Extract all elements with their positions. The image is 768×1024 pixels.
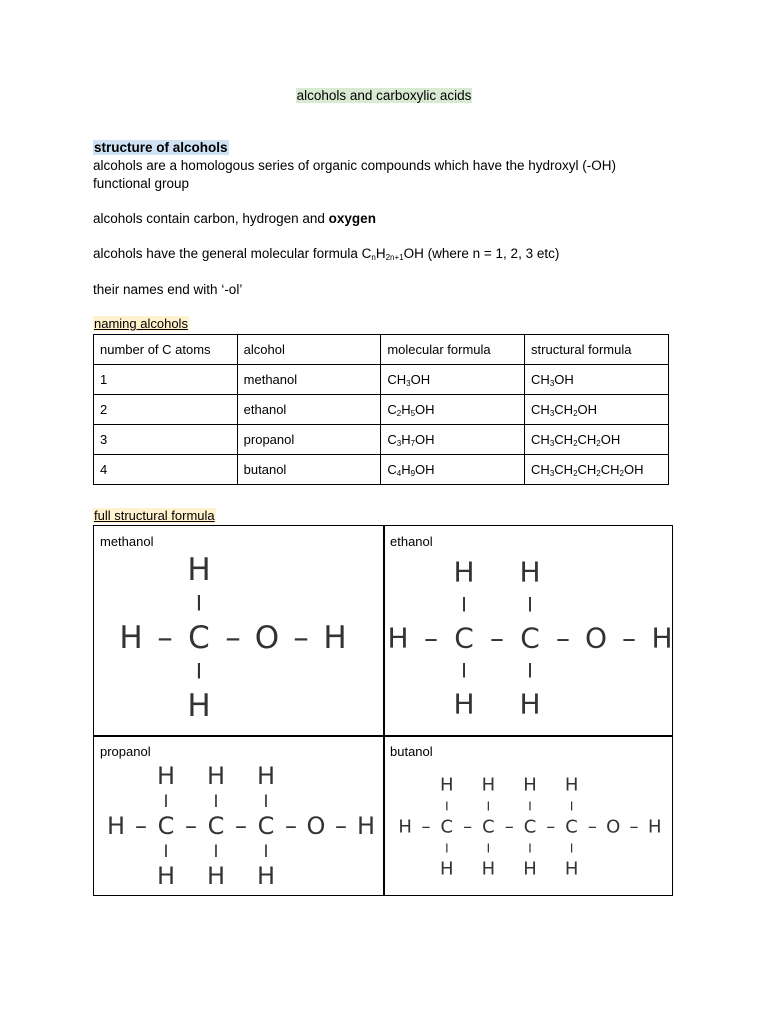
formula-part: OH: [554, 372, 574, 387]
formula-part: CH: [577, 432, 597, 447]
vertical-bond: I: [486, 798, 491, 814]
butanol-structure-diagram: [392, 764, 668, 890]
hydrogen-atom: H: [156, 862, 176, 890]
vertical-bond: I: [569, 840, 574, 856]
hydrogen-atom: H: [156, 762, 176, 790]
hydrogen-atom: H: [523, 858, 537, 880]
hydrogen-atom: H: [440, 858, 454, 880]
section-heading-text: structure of alcohols: [94, 140, 228, 155]
formula-part: CH: [600, 462, 620, 477]
carbon-atom: C: [482, 816, 495, 838]
single-bond: –: [546, 816, 556, 838]
general-formula-paragraph: [93, 245, 673, 263]
hydrogen-atom: H: [119, 620, 143, 656]
oxygen-atom: O: [306, 812, 326, 840]
carbon-count-cell: 1: [94, 365, 238, 395]
document-title-text: alcohols and carboxylic acids: [296, 88, 472, 103]
single-bond: –: [424, 621, 438, 655]
formula-subscript: 2: [619, 469, 624, 478]
oxygen-atom: O: [606, 816, 621, 838]
single-bond: –: [629, 816, 639, 838]
hydrogen-atom: H: [564, 858, 579, 880]
formula-part: CH: [554, 432, 574, 447]
molecular-formula-cell: [381, 455, 525, 485]
section-heading: [93, 140, 229, 155]
single-bond: –: [135, 812, 147, 840]
single-bond: –: [335, 812, 347, 840]
structural-formula-cell: [525, 395, 669, 425]
formula-subscript: 2: [396, 409, 402, 418]
vertical-bond: I: [163, 791, 169, 811]
vertical-bond: I: [461, 659, 467, 683]
vertical-bond: I: [486, 840, 491, 856]
names-end-paragraph: their names end with ‘-ol’: [93, 282, 243, 297]
hydrogen-atom: H: [519, 555, 541, 589]
vertical-bond: I: [444, 840, 449, 856]
methanol-structure-diagram: [108, 550, 358, 726]
formula-subscript: 2: [573, 439, 578, 448]
carbon-atom: C: [454, 621, 474, 655]
formula-part: CH: [531, 432, 550, 447]
formula-part: H: [401, 432, 411, 447]
formula-part: CH: [554, 462, 574, 477]
formula-part: CH: [531, 462, 550, 477]
formula-subscript: 4: [396, 469, 402, 478]
full-structural-heading-text: full structural formula: [94, 508, 215, 523]
table-row: [94, 455, 669, 485]
formula-part: H: [401, 462, 411, 477]
vertical-bond: I: [195, 659, 203, 685]
formula-part: CH: [577, 462, 597, 477]
structural-formula-cell: [525, 455, 669, 485]
general-formula-prefix: alcohols have the general molecular formula C: [93, 246, 372, 261]
alcohol-name-cell: butanol: [237, 455, 381, 485]
general-formula-sub-2n1: 2n+1: [385, 253, 404, 262]
structural-formula-cell: [525, 425, 669, 455]
formula-subscript: 3: [406, 379, 411, 388]
formula-subscript: 3: [549, 469, 555, 478]
formula-subscript: 5: [410, 409, 416, 418]
naming-table-header-cell: molecular formula: [381, 335, 525, 365]
single-bond: –: [556, 621, 570, 655]
propanol-structure-diagram: [102, 760, 380, 892]
single-bond: –: [285, 812, 297, 840]
oxygen-atom: O: [254, 620, 280, 656]
single-bond: –: [157, 620, 173, 656]
formula-part: OH: [410, 372, 431, 387]
general-formula-h: H: [375, 246, 386, 261]
formula-part: H: [401, 402, 411, 417]
vertical-bond: I: [569, 798, 574, 814]
single-bond: –: [504, 816, 514, 838]
vertical-bond: I: [213, 791, 219, 811]
table-row: [94, 365, 669, 395]
formula-subscript: 2: [573, 409, 578, 418]
formula-part: OH: [600, 432, 621, 447]
single-bond: –: [490, 621, 504, 655]
formula-part: CH: [554, 402, 574, 417]
formula-part: OH: [415, 402, 435, 417]
carbon-atom: C: [188, 620, 210, 656]
formula-subscript: 9: [410, 469, 416, 478]
ethanol-structure-diagram: [387, 550, 673, 726]
hydrogen-atom: H: [453, 555, 475, 589]
butanol-structure-cell: [384, 736, 673, 896]
hydrogen-atom: H: [440, 774, 454, 796]
hydrogen-atom: H: [564, 774, 579, 796]
vertical-bond: I: [263, 841, 269, 861]
formula-subscript: 2: [596, 469, 601, 478]
naming-table: [93, 334, 669, 485]
hydrogen-atom: H: [519, 687, 541, 721]
formula-part: OH: [623, 462, 644, 477]
alcohol-name-cell: methanol: [237, 365, 381, 395]
hydrogen-atom: H: [356, 812, 376, 840]
structure-label: ethanol: [390, 534, 433, 549]
single-bond: –: [293, 620, 309, 656]
naming-heading-text: naming alcohols: [94, 316, 188, 331]
general-formula-sub-n: n: [371, 253, 376, 262]
structural-formula-cell: [525, 365, 669, 395]
contain-bold-text: oxygen: [328, 211, 376, 226]
hydrogen-atom: H: [256, 862, 276, 890]
carbon-atom: C: [157, 812, 175, 840]
molecular-formula-cell: [381, 425, 525, 455]
structure-label: propanol: [100, 744, 151, 759]
hydrogen-atom: H: [481, 858, 496, 880]
structural-formula-grid: [93, 525, 673, 896]
carbon-atom: C: [520, 621, 540, 655]
carbon-count-cell: 3: [94, 425, 238, 455]
formula-part: C: [387, 402, 397, 417]
hydrogen-atom: H: [106, 812, 126, 840]
formula-part: CH: [531, 372, 550, 387]
vertical-bond: I: [444, 798, 449, 814]
formula-subscript: 3: [549, 409, 555, 418]
hydrogen-atom: H: [481, 774, 496, 796]
single-bond: –: [622, 621, 636, 655]
formula-part: CH: [531, 402, 550, 417]
general-formula-suffix: OH (where n = 1, 2, 3 etc): [403, 246, 560, 261]
carbon-atom: C: [523, 816, 537, 838]
vertical-bond: I: [528, 798, 532, 814]
hydrogen-atom: H: [387, 621, 409, 655]
hydrogen-atom: H: [187, 552, 211, 588]
molecular-formula-cell: [381, 395, 525, 425]
formula-part: C: [387, 462, 397, 477]
naming-heading: [93, 316, 189, 331]
formula-part: OH: [415, 432, 435, 447]
structure-label: butanol: [390, 744, 433, 759]
naming-table-header-cell: alcohol: [237, 335, 381, 365]
vertical-bond: I: [528, 840, 532, 856]
hydrogen-atom: H: [523, 774, 537, 796]
formula-part: OH: [415, 462, 435, 477]
table-row: [94, 425, 669, 455]
contain-paragraph: [93, 210, 673, 228]
hydrogen-atom: H: [206, 762, 226, 790]
formula-part: OH: [577, 402, 598, 417]
hydrogen-atom: H: [648, 816, 662, 838]
hydrogen-atom: H: [206, 862, 226, 890]
single-bond: –: [235, 812, 247, 840]
naming-table-header-cell: structural formula: [525, 335, 669, 365]
single-bond: –: [225, 620, 241, 656]
single-bond: –: [587, 816, 597, 838]
carbon-atom: C: [257, 812, 275, 840]
hydrogen-atom: H: [453, 687, 475, 721]
single-bond: –: [421, 816, 431, 838]
carbon-count-cell: 2: [94, 395, 238, 425]
propanol-structure-cell: [94, 736, 384, 896]
hydrogen-atom: H: [398, 816, 412, 838]
single-bond: –: [463, 816, 473, 838]
contain-text: alcohols contain carbon, hydrogen and: [93, 211, 329, 226]
formula-subscript: 3: [396, 439, 402, 448]
intro-paragraph: alcohols are a homologous series of organic compounds which have the hydroxyl (-OH) functional group: [93, 158, 617, 191]
carbon-atom: C: [440, 816, 454, 838]
table-row: [94, 395, 669, 425]
hydrogen-atom: H: [651, 621, 673, 655]
formula-part: CH: [387, 372, 407, 387]
hydrogen-atom: H: [323, 620, 347, 656]
vertical-bond: I: [527, 593, 533, 617]
alcohol-name-cell: ethanol: [237, 395, 381, 425]
formula-subscript: 2: [573, 469, 578, 478]
vertical-bond: I: [527, 659, 533, 683]
ethanol-structure-cell: [384, 526, 673, 736]
molecular-formula-cell: [381, 365, 525, 395]
carbon-count-cell: 4: [94, 455, 238, 485]
vertical-bond: I: [461, 593, 467, 617]
full-structural-heading: [93, 508, 216, 523]
alcohol-name-cell: propanol: [237, 425, 381, 455]
naming-table-header-row: [94, 335, 669, 365]
formula-subscript: 3: [549, 439, 555, 448]
vertical-bond: I: [195, 591, 203, 617]
vertical-bond: I: [263, 791, 269, 811]
structure-label: methanol: [100, 534, 154, 549]
formula-subscript: 2: [596, 439, 601, 448]
vertical-bond: I: [213, 841, 219, 861]
methanol-structure-cell: [94, 526, 384, 736]
formula-part: C: [387, 432, 397, 447]
formula-subscript: 3: [549, 379, 555, 388]
oxygen-atom: O: [584, 621, 608, 655]
carbon-atom: C: [207, 812, 225, 840]
single-bond: –: [185, 812, 197, 840]
hydrogen-atom: H: [187, 688, 211, 724]
naming-table-header-cell: number of C atoms: [94, 335, 238, 365]
hydrogen-atom: H: [256, 762, 276, 790]
formula-subscript: 7: [410, 439, 416, 448]
document-title: [0, 88, 768, 103]
vertical-bond: I: [163, 841, 169, 861]
carbon-atom: C: [565, 816, 578, 838]
